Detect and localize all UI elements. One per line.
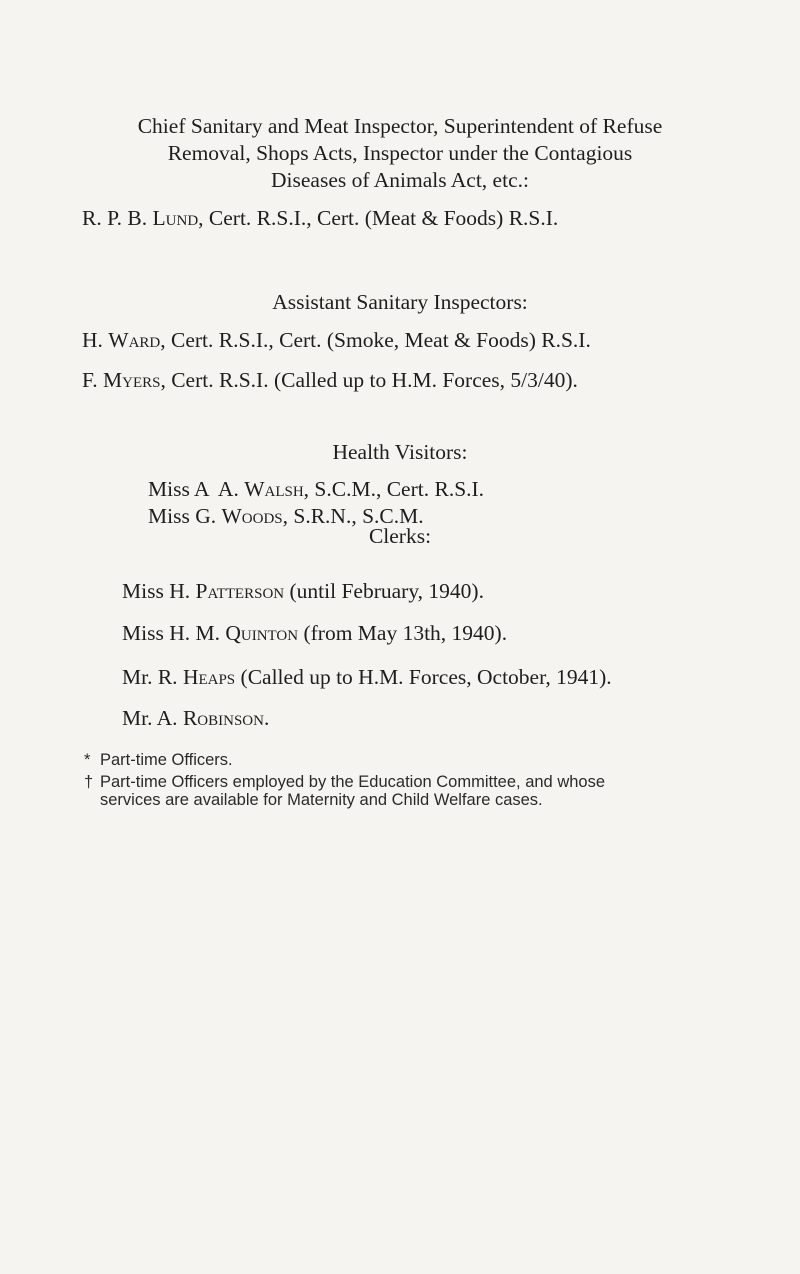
footnote-text: Part-time Officers employed by the Education Committee, and whose: [100, 773, 606, 791]
chief-inspector-entry: [82, 205, 558, 231]
person-surname: Myers,: [103, 368, 166, 392]
assistant-inspector-entry: [82, 367, 578, 393]
footnote-education-committee: [84, 772, 605, 792]
footnote-text: services are available for Maternity and Child Welfare cases.: [100, 791, 543, 809]
person-prefix: Miss H. M.: [122, 621, 220, 645]
assistant-inspector-entry: [82, 327, 591, 353]
person-initials: R. P. B.: [82, 206, 148, 230]
person-details: (Called up to H.M. Forces, October, 1941).: [240, 665, 612, 689]
person-initials: H.: [82, 328, 103, 352]
person-surname: Ward,: [108, 328, 166, 352]
person-details: Cert. R.S.I. (Called up to H.M. Forces, 5/3/40).: [171, 368, 578, 392]
person-surname: Woods,: [221, 504, 288, 528]
person-surname: Lund,: [152, 206, 204, 230]
asterisk-mark: *: [84, 751, 91, 769]
person-surname: Heaps: [182, 665, 236, 689]
health-visitor-entry: [148, 476, 484, 502]
person-details: (until February, 1940).: [289, 579, 484, 603]
clerks-heading: Clerks:: [368, 524, 432, 548]
chief-heading-line-1: Chief Sanitary and Meat Inspector, Superintendent of Refuse: [137, 114, 663, 138]
person-details: (from May 13th, 1940).: [303, 621, 508, 645]
person-prefix: Miss G.: [148, 504, 217, 528]
health-visitors-heading: Health Visitors:: [332, 440, 468, 464]
person-prefix: Mr. A.: [122, 706, 178, 730]
person-surname: Walsh,: [244, 477, 310, 501]
footnote-text: Part-time Officers.: [100, 751, 233, 769]
person-details: Cert. R.S.I., Cert. (Smoke, Meat & Foods) R.S.I.: [171, 328, 591, 352]
person-prefix: Miss A A.: [148, 477, 239, 501]
person-qualifications: Cert. R.S.I., Cert. (Meat & Foods) R.S.I.: [208, 206, 559, 230]
person-surname: Robinson.: [182, 706, 270, 730]
person-initials: F.: [82, 368, 98, 392]
chief-heading-line-2: Removal, Shops Acts, Inspector under the Contagious: [167, 141, 633, 165]
assistant-inspectors-heading: Assistant Sanitary Inspectors:: [272, 290, 528, 314]
dagger-mark: †: [84, 773, 94, 791]
person-surname: Quinton: [225, 621, 299, 645]
person-details: S.R.N., S.C.M.: [293, 504, 424, 528]
person-prefix: Mr. R.: [122, 665, 178, 689]
chief-heading-line-3: Diseases of Animals Act, etc.:: [271, 168, 529, 192]
clerk-entry: [122, 578, 484, 604]
person-details: S.C.M., Cert. R.S.I.: [314, 477, 485, 501]
footnote-part-time: [84, 750, 233, 770]
clerk-entry: [122, 705, 269, 731]
clerk-entry: [122, 664, 612, 690]
footnote-continuation: [84, 790, 543, 810]
person-prefix: Miss H.: [122, 579, 191, 603]
clerk-entry: [122, 620, 507, 646]
person-surname: Patterson: [195, 579, 285, 603]
